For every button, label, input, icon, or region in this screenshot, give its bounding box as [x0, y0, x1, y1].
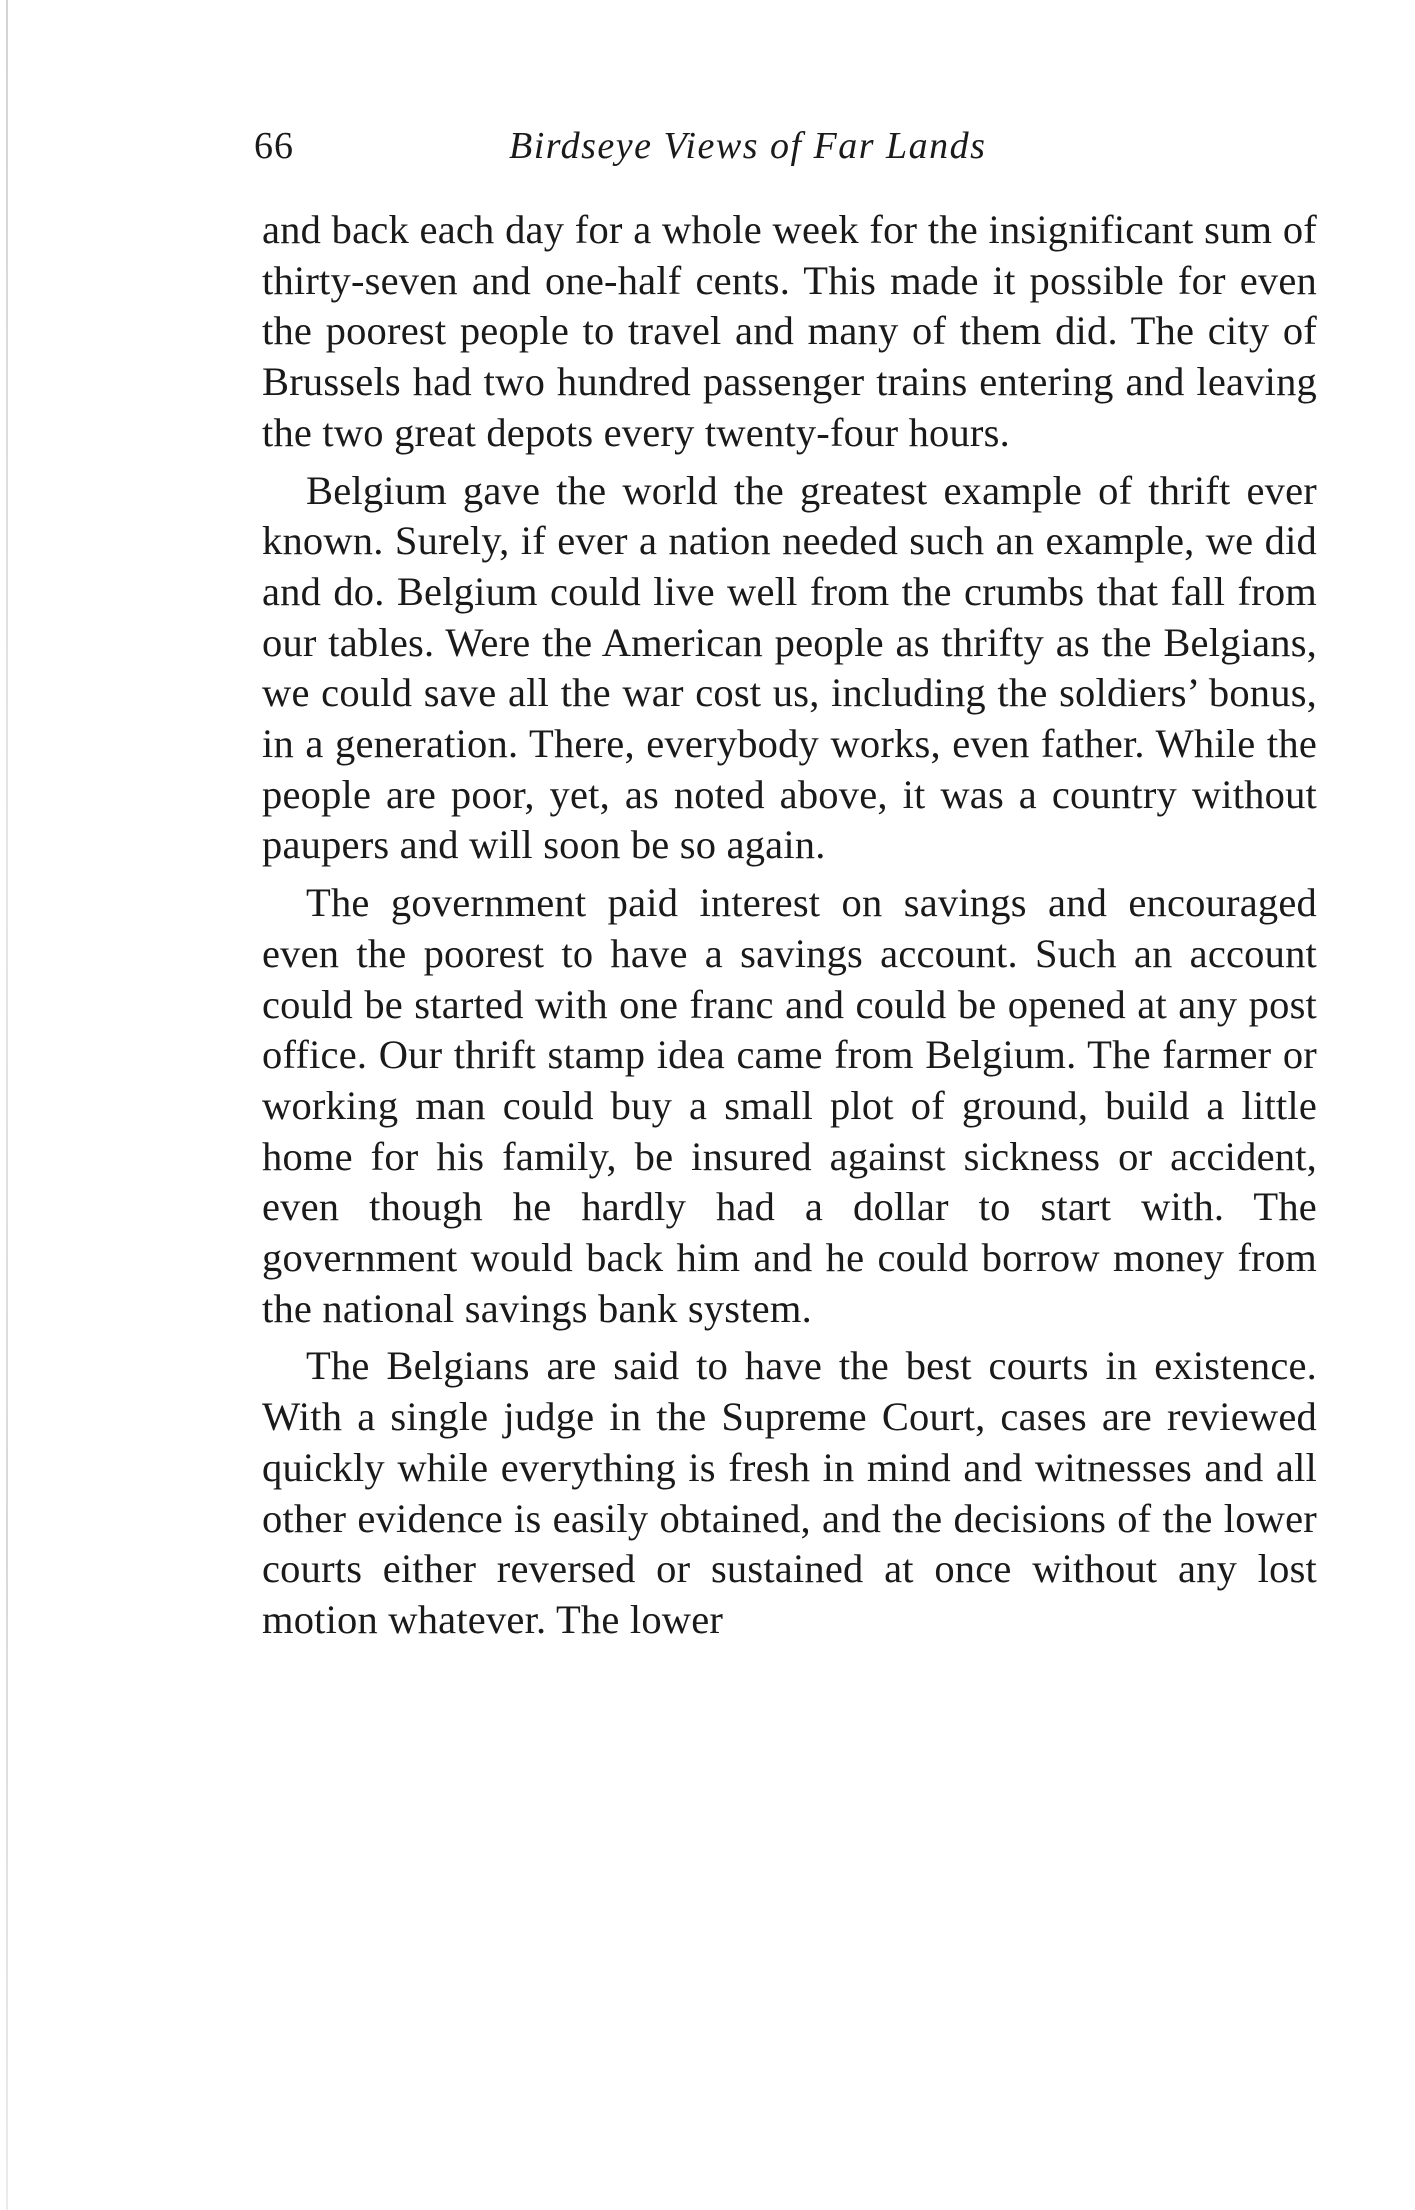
page-binding-edge — [6, 0, 8, 2210]
running-title: Birdseye Views of Far Lands — [509, 125, 987, 167]
paragraph-thrift: Belgium gave the world the greatest example of thrift ever known. Surely, if ever a nation needed such an example, we did and do. Belgium could live well from the crumbs that fall from our tables. Were the American people as thrifty as the Belgians, we could save all the war cost us, including the soldiers’ bonus, in a generation. There, everybody works, even father. While the people are poor, yet, as noted above, it was a country without paupers and will soon be so again. — [262, 467, 1317, 868]
paragraph-savings: The government paid interest on savings and encouraged even the poorest to have a savings account. Such an account could be started with one franc and could be opened at any post office. Our thrift stamp idea came from Belgium. The farmer or working man could buy a small plot of ground, build a little home for his family, be insured against sickness or accident, even though he hardly had a dollar to start with. The government would back him and he could borrow money from the national savings bank system. — [262, 880, 1317, 1331]
page-number: 66 — [254, 125, 294, 167]
paragraph-continued: and back each day for a whole week for the insignificant sum of thirty-seven and one-half cents. This made it possible for even the poorest people to travel and many of them did. The city of Brussels had two hundred passenger trains entering and leaving the two great depots every twenty-four hours. — [262, 207, 1317, 455]
paragraph-courts: The Belgians are said to have the best courts in existence. With a single judge in the Supreme Court, cases are reviewed quickly while everything is fresh in mind and witnesses and all other evidence is easily obtained, and the decisions of the lower courts either reversed or sustained at once without any lost motion whatever. The lower — [262, 1343, 1317, 1642]
page-header — [254, 118, 1314, 178]
body-text — [262, 205, 1317, 1653]
